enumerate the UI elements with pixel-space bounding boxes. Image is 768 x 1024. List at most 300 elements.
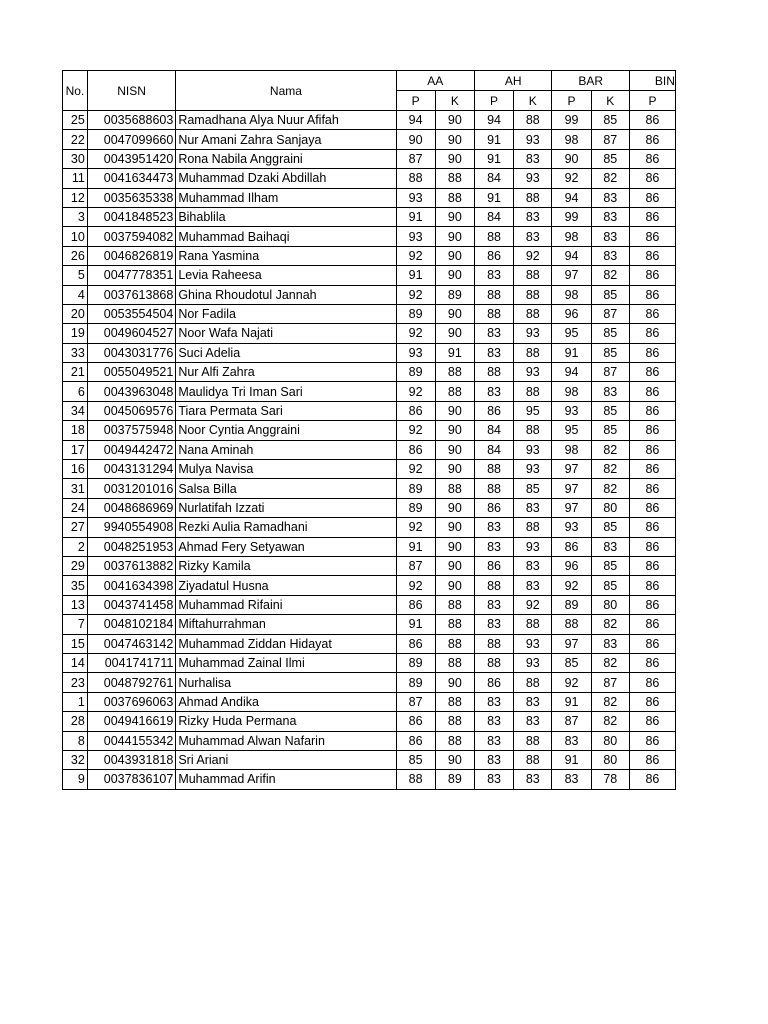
cell-nisn: 0037613868 (87, 285, 175, 304)
cell-no: 33 (63, 343, 88, 362)
cell-score: 88 (435, 479, 474, 498)
cell-score: 86 (396, 634, 435, 653)
cell-score: 93 (514, 653, 552, 672)
header-subject-aa: AA (396, 71, 474, 91)
cell-score: 83 (474, 692, 513, 711)
header-sub-k: K (435, 91, 474, 111)
cell-no: 34 (63, 401, 88, 420)
cell-score: 87 (396, 556, 435, 575)
table-row (63, 750, 676, 769)
cell-score: 90 (435, 401, 474, 420)
cell-score: 92 (396, 382, 435, 401)
cell-score: 83 (474, 518, 513, 537)
cell-score: 90 (435, 576, 474, 595)
header-subject-bin: BIN (629, 71, 675, 91)
cell-score: 80 (591, 750, 629, 769)
cell-no: 22 (63, 130, 88, 149)
table-row (63, 440, 676, 459)
cell-score: 85 (591, 518, 629, 537)
cell-no: 4 (63, 285, 88, 304)
table-row (63, 653, 676, 672)
cell-score: 91 (474, 188, 513, 207)
cell-score: 88 (474, 479, 513, 498)
cell-nama: Ziyadatul Husna (176, 576, 396, 595)
cell-score: 83 (591, 207, 629, 226)
cell-no: 7 (63, 615, 88, 634)
cell-score: 90 (435, 304, 474, 323)
cell-score: 88 (474, 285, 513, 304)
cell-score: 86 (396, 731, 435, 750)
cell-nama: Nurlatifah Izzati (176, 498, 396, 517)
cell-score: 88 (474, 653, 513, 672)
cell-score: 83 (514, 207, 552, 226)
cell-score: 88 (435, 692, 474, 711)
cell-score: 90 (435, 207, 474, 226)
cell-score: 88 (474, 634, 513, 653)
cell-score: 86 (629, 595, 675, 614)
cell-score: 91 (396, 266, 435, 285)
table-row (63, 207, 676, 226)
cell-no: 2 (63, 537, 88, 556)
cell-score: 83 (591, 537, 629, 556)
cell-score: 86 (629, 712, 675, 731)
cell-score: 87 (396, 692, 435, 711)
cell-score: 94 (552, 188, 591, 207)
cell-nama: Muhammad Arifin (176, 770, 396, 789)
table-row (63, 731, 676, 750)
table-row (63, 479, 676, 498)
cell-score: 86 (629, 498, 675, 517)
cell-score: 92 (396, 576, 435, 595)
header-subject-ah: AH (474, 71, 551, 91)
cell-score: 90 (552, 149, 591, 168)
cell-score: 83 (514, 576, 552, 595)
cell-nisn: 0043131294 (87, 460, 175, 479)
cell-score: 88 (435, 363, 474, 382)
cell-nisn: 0048686969 (87, 498, 175, 517)
cell-score: 83 (514, 770, 552, 789)
cell-score: 92 (514, 595, 552, 614)
cell-score: 92 (396, 460, 435, 479)
cell-no: 29 (63, 556, 88, 575)
cell-score: 93 (514, 440, 552, 459)
table-row (63, 537, 676, 556)
cell-score: 85 (552, 653, 591, 672)
cell-score: 86 (474, 498, 513, 517)
cell-score: 89 (396, 363, 435, 382)
cell-nisn: 0041634473 (87, 169, 175, 188)
table-body (63, 111, 676, 790)
cell-no: 20 (63, 304, 88, 323)
cell-score: 87 (591, 673, 629, 692)
cell-score: 93 (514, 363, 552, 382)
cell-score: 86 (396, 595, 435, 614)
cell-score: 86 (629, 460, 675, 479)
cell-score: 88 (396, 169, 435, 188)
cell-score: 86 (629, 576, 675, 595)
table-row (63, 343, 676, 362)
cell-score: 85 (591, 421, 629, 440)
cell-score: 86 (629, 246, 675, 265)
cell-score: 82 (591, 692, 629, 711)
cell-score: 98 (552, 440, 591, 459)
table-row (63, 130, 676, 149)
cell-score: 85 (591, 343, 629, 362)
cell-score: 97 (552, 460, 591, 479)
cell-score: 83 (474, 750, 513, 769)
cell-score: 82 (591, 615, 629, 634)
cell-nama: Maulidya Tri Iman Sari (176, 382, 396, 401)
cell-score: 86 (629, 537, 675, 556)
table-row (63, 382, 676, 401)
cell-score: 90 (435, 460, 474, 479)
cell-score: 90 (435, 149, 474, 168)
cell-score: 86 (629, 479, 675, 498)
cell-score: 88 (514, 266, 552, 285)
cell-score: 83 (514, 556, 552, 575)
cell-score: 86 (629, 673, 675, 692)
cell-nama: Bihablila (176, 207, 396, 226)
cell-score: 89 (396, 673, 435, 692)
cell-nisn: 0037836107 (87, 770, 175, 789)
cell-no: 1 (63, 692, 88, 711)
cell-score: 90 (435, 498, 474, 517)
cell-score: 89 (435, 770, 474, 789)
cell-score: 83 (514, 498, 552, 517)
cell-score: 82 (591, 479, 629, 498)
cell-score: 88 (514, 750, 552, 769)
table-row (63, 266, 676, 285)
cell-score: 92 (396, 285, 435, 304)
cell-nama: Ghina Rhoudotul Jannah (176, 285, 396, 304)
table-row (63, 460, 676, 479)
cell-score: 90 (435, 266, 474, 285)
table-row (63, 692, 676, 711)
cell-score: 98 (552, 382, 591, 401)
cell-score: 88 (435, 595, 474, 614)
cell-score: 86 (629, 207, 675, 226)
cell-score: 93 (514, 460, 552, 479)
cell-nama: Muhammad Zainal Ilmi (176, 653, 396, 672)
cell-nisn: 0035635338 (87, 188, 175, 207)
cell-nisn: 0045069576 (87, 401, 175, 420)
header-sub-p: P (474, 91, 513, 111)
cell-score: 83 (474, 712, 513, 731)
cell-score: 92 (396, 324, 435, 343)
cell-nisn: 0049442472 (87, 440, 175, 459)
cell-no: 11 (63, 169, 88, 188)
header-no: No. (63, 71, 88, 111)
cell-score: 89 (435, 285, 474, 304)
cell-nama: Nana Aminah (176, 440, 396, 459)
cell-nama: Rana Yasmina (176, 246, 396, 265)
cell-score: 93 (396, 188, 435, 207)
cell-no: 25 (63, 111, 88, 130)
cell-score: 97 (552, 498, 591, 517)
cell-score: 89 (396, 653, 435, 672)
cell-score: 94 (552, 363, 591, 382)
cell-score: 88 (474, 576, 513, 595)
cell-score: 88 (435, 615, 474, 634)
header-sub-k: K (514, 91, 552, 111)
cell-nisn: 0047099660 (87, 130, 175, 149)
cell-score: 95 (552, 324, 591, 343)
cell-score: 85 (591, 149, 629, 168)
cell-nisn: 0041741711 (87, 653, 175, 672)
cell-score: 83 (474, 595, 513, 614)
cell-score: 93 (552, 401, 591, 420)
cell-nama: Levia Raheesa (176, 266, 396, 285)
cell-score: 99 (552, 111, 591, 130)
cell-nisn: 0043741458 (87, 595, 175, 614)
cell-score: 88 (514, 285, 552, 304)
table-row (63, 188, 676, 207)
cell-score: 88 (474, 304, 513, 323)
header-sub-p: P (629, 91, 675, 111)
cell-score: 85 (591, 324, 629, 343)
cell-no: 12 (63, 188, 88, 207)
cell-nisn: 0047778351 (87, 266, 175, 285)
cell-score: 90 (435, 130, 474, 149)
cell-no: 28 (63, 712, 88, 731)
cell-no: 19 (63, 324, 88, 343)
table-row (63, 634, 676, 653)
cell-score: 86 (552, 537, 591, 556)
cell-no: 27 (63, 518, 88, 537)
cell-nama: Muhammad Rifaini (176, 595, 396, 614)
cell-nisn: 0043031776 (87, 343, 175, 362)
cell-score: 86 (629, 130, 675, 149)
cell-nisn: 0037696063 (87, 692, 175, 711)
cell-nama: Suci Adelia (176, 343, 396, 362)
cell-score: 83 (474, 615, 513, 634)
cell-score: 90 (435, 246, 474, 265)
cell-score: 86 (629, 363, 675, 382)
cell-nama: Nur Amani Zahra Sanjaya (176, 130, 396, 149)
cell-nisn: 0049604527 (87, 324, 175, 343)
table-row (63, 363, 676, 382)
cell-score: 91 (474, 149, 513, 168)
cell-score: 88 (552, 615, 591, 634)
cell-score: 86 (474, 673, 513, 692)
cell-score: 91 (474, 130, 513, 149)
cell-score: 86 (396, 440, 435, 459)
header-sub-k: K (591, 91, 629, 111)
cell-score: 86 (629, 692, 675, 711)
table-row (63, 712, 676, 731)
cell-score: 90 (435, 227, 474, 246)
cell-score: 88 (514, 673, 552, 692)
table-row (63, 169, 676, 188)
table-row (63, 246, 676, 265)
cell-score: 86 (474, 401, 513, 420)
cell-score: 86 (629, 653, 675, 672)
cell-score: 88 (474, 363, 513, 382)
cell-score: 83 (474, 770, 513, 789)
cell-no: 16 (63, 460, 88, 479)
cell-score: 86 (629, 770, 675, 789)
cell-score: 91 (435, 343, 474, 362)
cell-score: 86 (629, 149, 675, 168)
cell-score: 82 (591, 440, 629, 459)
cell-score: 80 (591, 731, 629, 750)
cell-score: 88 (474, 460, 513, 479)
cell-score: 88 (435, 382, 474, 401)
cell-score: 80 (591, 498, 629, 517)
cell-no: 5 (63, 266, 88, 285)
table-row (63, 421, 676, 440)
cell-score: 91 (552, 750, 591, 769)
cell-score: 82 (591, 266, 629, 285)
cell-score: 90 (435, 518, 474, 537)
header-subject-bar: BAR (552, 71, 629, 91)
cell-no: 18 (63, 421, 88, 440)
cell-nisn: 0037575948 (87, 421, 175, 440)
cell-no: 24 (63, 498, 88, 517)
cell-nama: Salsa Billa (176, 479, 396, 498)
cell-nisn: 0055049521 (87, 363, 175, 382)
cell-score: 87 (396, 149, 435, 168)
cell-nama: Ahmad Fery Setyawan (176, 537, 396, 556)
cell-score: 83 (514, 149, 552, 168)
cell-score: 85 (591, 111, 629, 130)
cell-score: 86 (629, 731, 675, 750)
cell-score: 82 (591, 712, 629, 731)
cell-score: 90 (435, 324, 474, 343)
cell-score: 90 (435, 750, 474, 769)
cell-score: 94 (552, 246, 591, 265)
table-row (63, 518, 676, 537)
cell-score: 86 (629, 401, 675, 420)
cell-score: 90 (396, 130, 435, 149)
cell-score: 88 (435, 634, 474, 653)
header-sub-p: P (552, 91, 591, 111)
cell-score: 97 (552, 266, 591, 285)
cell-nama: Rona Nabila Anggraini (176, 149, 396, 168)
cell-score: 95 (552, 421, 591, 440)
cell-score: 85 (591, 556, 629, 575)
cell-score: 92 (552, 576, 591, 595)
cell-no: 26 (63, 246, 88, 265)
cell-score: 91 (396, 537, 435, 556)
cell-score: 86 (629, 382, 675, 401)
grades-table (62, 70, 676, 790)
cell-score: 86 (629, 188, 675, 207)
header-nisn: NISN (87, 71, 175, 111)
cell-score: 86 (629, 421, 675, 440)
cell-nama: Muhammad Baihaqi (176, 227, 396, 246)
cell-score: 86 (396, 712, 435, 731)
cell-score: 86 (629, 634, 675, 653)
cell-nama: Sri Ariani (176, 750, 396, 769)
cell-score: 86 (629, 169, 675, 188)
cell-score: 89 (396, 498, 435, 517)
cell-score: 85 (514, 479, 552, 498)
cell-no: 23 (63, 673, 88, 692)
table-row (63, 498, 676, 517)
cell-nama: Nor Fadila (176, 304, 396, 323)
cell-score: 86 (629, 750, 675, 769)
cell-score: 90 (435, 421, 474, 440)
cell-score: 83 (552, 731, 591, 750)
cell-score: 98 (552, 130, 591, 149)
cell-score: 94 (474, 111, 513, 130)
cell-score: 86 (629, 111, 675, 130)
cell-no: 15 (63, 634, 88, 653)
cell-nisn: 0048792761 (87, 673, 175, 692)
cell-score: 85 (396, 750, 435, 769)
cell-score: 94 (396, 111, 435, 130)
cell-score: 89 (552, 595, 591, 614)
cell-score: 86 (629, 324, 675, 343)
cell-score: 83 (474, 382, 513, 401)
cell-nisn: 0044155342 (87, 731, 175, 750)
cell-score: 92 (396, 518, 435, 537)
cell-score: 78 (591, 770, 629, 789)
cell-nama: Rizky Kamila (176, 556, 396, 575)
cell-nisn: 0053554504 (87, 304, 175, 323)
cell-no: 31 (63, 479, 88, 498)
cell-score: 93 (396, 343, 435, 362)
grades-sheet-viewport (62, 70, 676, 790)
cell-score: 86 (629, 615, 675, 634)
cell-score: 88 (435, 169, 474, 188)
table-row (63, 615, 676, 634)
cell-score: 93 (514, 634, 552, 653)
cell-score: 92 (396, 246, 435, 265)
cell-nama: Ahmad Andika (176, 692, 396, 711)
table-row (63, 576, 676, 595)
cell-score: 83 (474, 266, 513, 285)
cell-score: 88 (514, 188, 552, 207)
cell-score: 90 (435, 537, 474, 556)
cell-nisn: 0049416619 (87, 712, 175, 731)
cell-score: 83 (474, 324, 513, 343)
cell-score: 86 (396, 401, 435, 420)
cell-nama: Miftahurrahman (176, 615, 396, 634)
cell-nisn: 0043951420 (87, 149, 175, 168)
cell-nama: Tiara Permata Sari (176, 401, 396, 420)
cell-nisn: 0037613882 (87, 556, 175, 575)
cell-nama: Muhammad Ilham (176, 188, 396, 207)
cell-score: 88 (435, 188, 474, 207)
cell-nisn: 9940554908 (87, 518, 175, 537)
cell-score: 88 (514, 343, 552, 362)
cell-score: 88 (514, 382, 552, 401)
cell-score: 88 (514, 304, 552, 323)
cell-score: 98 (552, 227, 591, 246)
cell-nisn: 0037594082 (87, 227, 175, 246)
cell-score: 88 (396, 770, 435, 789)
cell-score: 86 (629, 556, 675, 575)
cell-no: 21 (63, 363, 88, 382)
cell-no: 8 (63, 731, 88, 750)
cell-score: 86 (629, 440, 675, 459)
cell-nisn: 0035688603 (87, 111, 175, 130)
cell-no: 6 (63, 382, 88, 401)
cell-score: 83 (591, 246, 629, 265)
cell-nisn: 0043931818 (87, 750, 175, 769)
cell-score: 87 (591, 363, 629, 382)
table-row (63, 285, 676, 304)
cell-score: 82 (591, 169, 629, 188)
table-row (63, 556, 676, 575)
cell-score: 86 (474, 556, 513, 575)
cell-score: 83 (474, 343, 513, 362)
table-row (63, 227, 676, 246)
cell-score: 88 (514, 111, 552, 130)
cell-score: 88 (435, 731, 474, 750)
